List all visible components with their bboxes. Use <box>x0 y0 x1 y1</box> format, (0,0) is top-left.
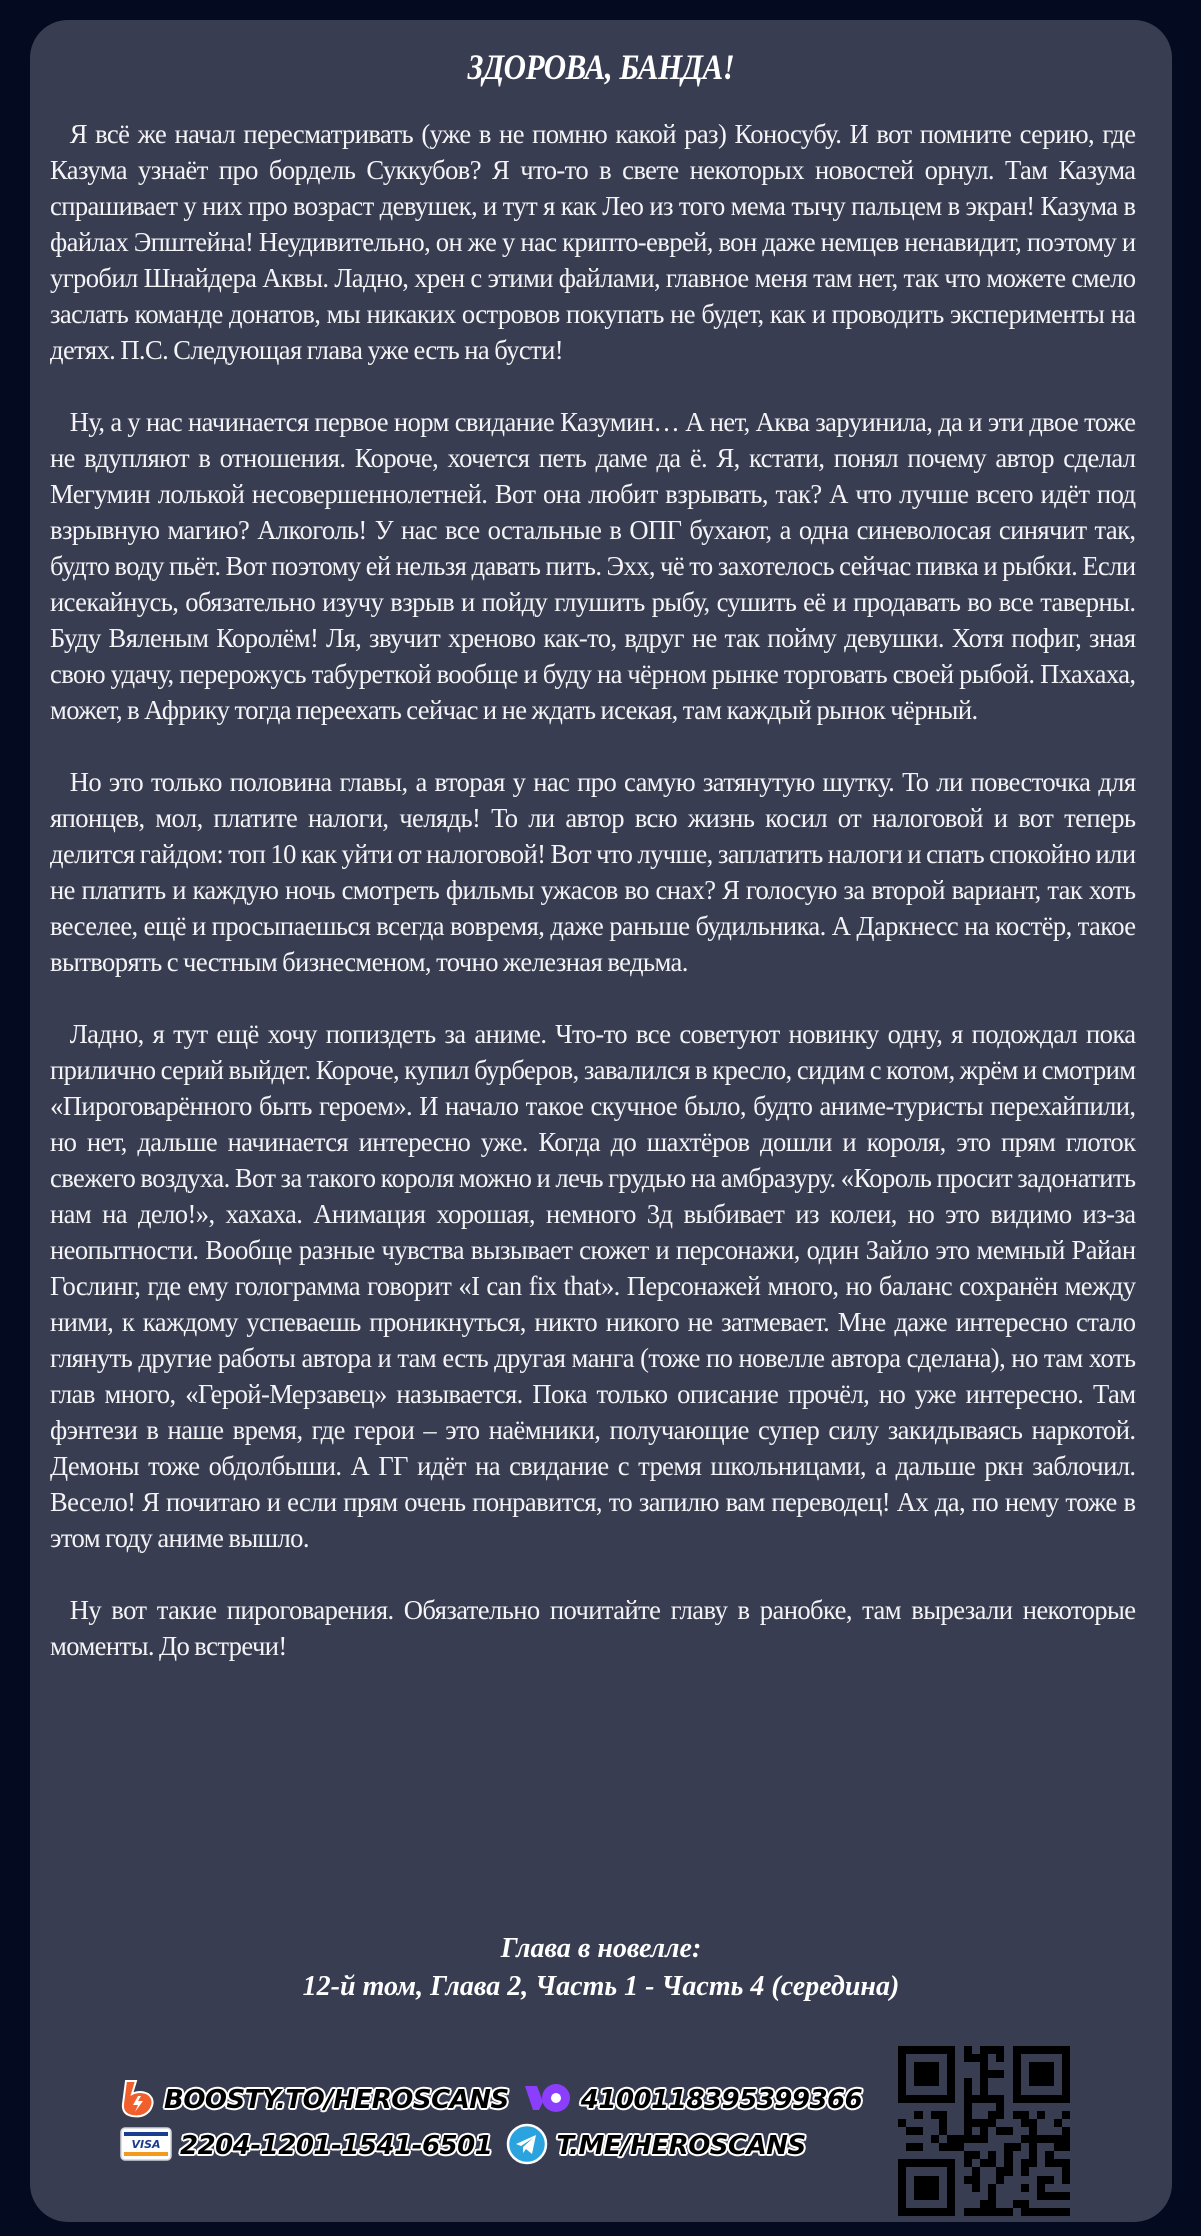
card-number-text: 2204-1201-1541-6501 <box>180 2131 493 2161</box>
paragraph-2: Ну, а у нас начинается первое норм свидание Казумин… А нет, Аква заруинила, да и эти двое тоже не вдупляют в отношения. Короче, хочется петь даме да ё. Я, кстати, понял почему автор сделал Мегумин лолькой несовершеннолетней. Вот она любит взрывать, так? А что лучше всего идёт под взрывную магию? Алкоголь! У нас все остальные в ОПГ бухают, а одна синеволосая синячит так, будто воду пьёт. Вот поэтому ей нельзя давать пить. Эхх, чё то захотелось сейчас пивка и рыбки. Если исекайнусь, обязательно изучу взрыв и пойду глушить рыбу, сушить её и продавать во все таверны. Буду Вяленым Королём! Ля, звучит хреново как-то, вдруг не так пойму девушки. Хотя пофиг, зная свою удачу, перерожусь табуреткой вообще и буду на чёрном рынке торговать своей рыбой. Пхахаха, может, в Африку тогда переехать сейчас и не ждать исекая, там каждый рынок чёрный. <box>50 407 1136 725</box>
boosty-icon <box>120 2078 156 2123</box>
announcement-body <box>50 116 1152 1700</box>
chapter-info <box>30 1930 1172 2006</box>
boosty-link[interactable] <box>120 2078 509 2123</box>
donation-links <box>120 2078 863 2170</box>
yoomoney-link[interactable] <box>523 2080 862 2121</box>
svg-text:VISA: VISA <box>131 2137 161 2151</box>
yoomoney-link-text: 4100118395399366 <box>580 2085 863 2115</box>
telegram-link[interactable] <box>506 2123 805 2170</box>
yoomoney-icon <box>523 2080 573 2121</box>
paragraph-1: Я всё же начал пересматривать (уже в не помню какой раз) Коносубу. И вот помните серию, где Казума узнаёт про бордель Суккубов? Я что-то в свете некоторых новостей орнул. Там Казума спрашивает у них про возраст девушек, и тут я как Лео из того мема тычу пальцем в экран! Казума в файлах Эпштейна! Неудивительно, он же у нас крипто-еврей, вон даже немцев ненавидит, поэтому и угробил Шнайдера Аквы. Ладно, хрен с этими файлами, главное меня там нет, так что можете смело заслать команде донатов, мы никаких островов покупать не будет, как и проводить эксперименты на детях. П.С. Следующая глава уже есть на бусти! <box>50 119 1136 365</box>
telegram-link-text: T.ME/HEROSCANS <box>556 2131 806 2161</box>
paragraph-4: Ладно, я тут ещё хочу попиздеть за аниме. Что-то все советуют новинку одну, я подождал пока прилично серий выйдет. Короче, купил бурберов, завалился в кресло, сидим с котом, жрём и смотрим «Пироговарённого быть героем». И начало такое скучное было, будто аниме-туристы перехайпили, но нет, дальше начинается интересно уже. Когда до шахтёров дошли и короля, это прям глоток свежего воздуха. Вот за такого короля можно и лечь грудью на амбразуру. «Король просит задонатить нам на дело!», хахаха. Анимация хорошая, немного 3д выбивает из колеи, но это видимо из-за неопытности. Вообще разные чувства вызывает сюжет и персонажи, один Зайло это мемный Райан Гослинг, где ему голограмма говорит «I can fix that». Персонажей много, но баланс сохранён между ними, к каждому успеваешь проникнуться, никто никого не затмевает. Мне даже интересно стало глянуть другие работы автора и там есть другая манга (тоже по новелле автора сделана), но там хоть глав много, «Герой-Мерзавец» называется. Пока только описание прочёл, но уже интересно. Там фэнтези в наше время, где герои – это наёмники, получающие супер силу закидываясь наркотой. Демоны тоже обдолбыши. А ГГ идёт на свидание с тремя школьницами, а дальше ркн заблочил. Весело! Я почитаю и если прям очень понравится, то запилю вам переводец! Ах да, по нему тоже в этом году аниме вышло. <box>50 1019 1136 1553</box>
page-title: ЗДОРОВА, БАНДА! <box>467 47 735 87</box>
visa-card-icon <box>120 2126 172 2167</box>
boosty-link-text: BOOSTY.TO/HEROSCANS <box>164 2085 509 2115</box>
card-link[interactable] <box>120 2126 492 2167</box>
chapter-info-label: Глава в новелле: <box>500 1933 702 1964</box>
paragraph-3: Но это только половина главы, а вторая у нас про самую затянутую шутку. То ли повесточка для японцев, мол, платите налоги, челядь! То ли автор всю жизнь косил от налоговой и вот теперь делится гайдом: топ 10 как уйти от налоговой! Вот что лучше, заплатить налоги и спать спокойно или не платить и каждую ночь смотреть фильмы ужасов во снах? Я голосую за второй вариант, так хоть веселее, ещё и просыпаешься всегда вовремя, даже раньше будильника. А Даркнесс на костёр, такое вытворять с честным бизнесменом, точно железная ведьма. <box>50 767 1136 977</box>
paragraph-5: Ну вот такие пироговарения. Обязательно почитайте главу в ранобке, там вырезали некоторые моменты. До встречи! <box>50 1595 1136 1661</box>
telegram-icon <box>506 2123 548 2170</box>
links-row-1 <box>120 2078 863 2122</box>
announcement-card <box>30 20 1172 2222</box>
qr-code[interactable] <box>898 2046 1070 2216</box>
chapter-info-value: 12-й том, Глава 2, Часть 1 - Часть 4 (середина) <box>302 1971 900 2002</box>
links-row-2 <box>120 2124 840 2168</box>
